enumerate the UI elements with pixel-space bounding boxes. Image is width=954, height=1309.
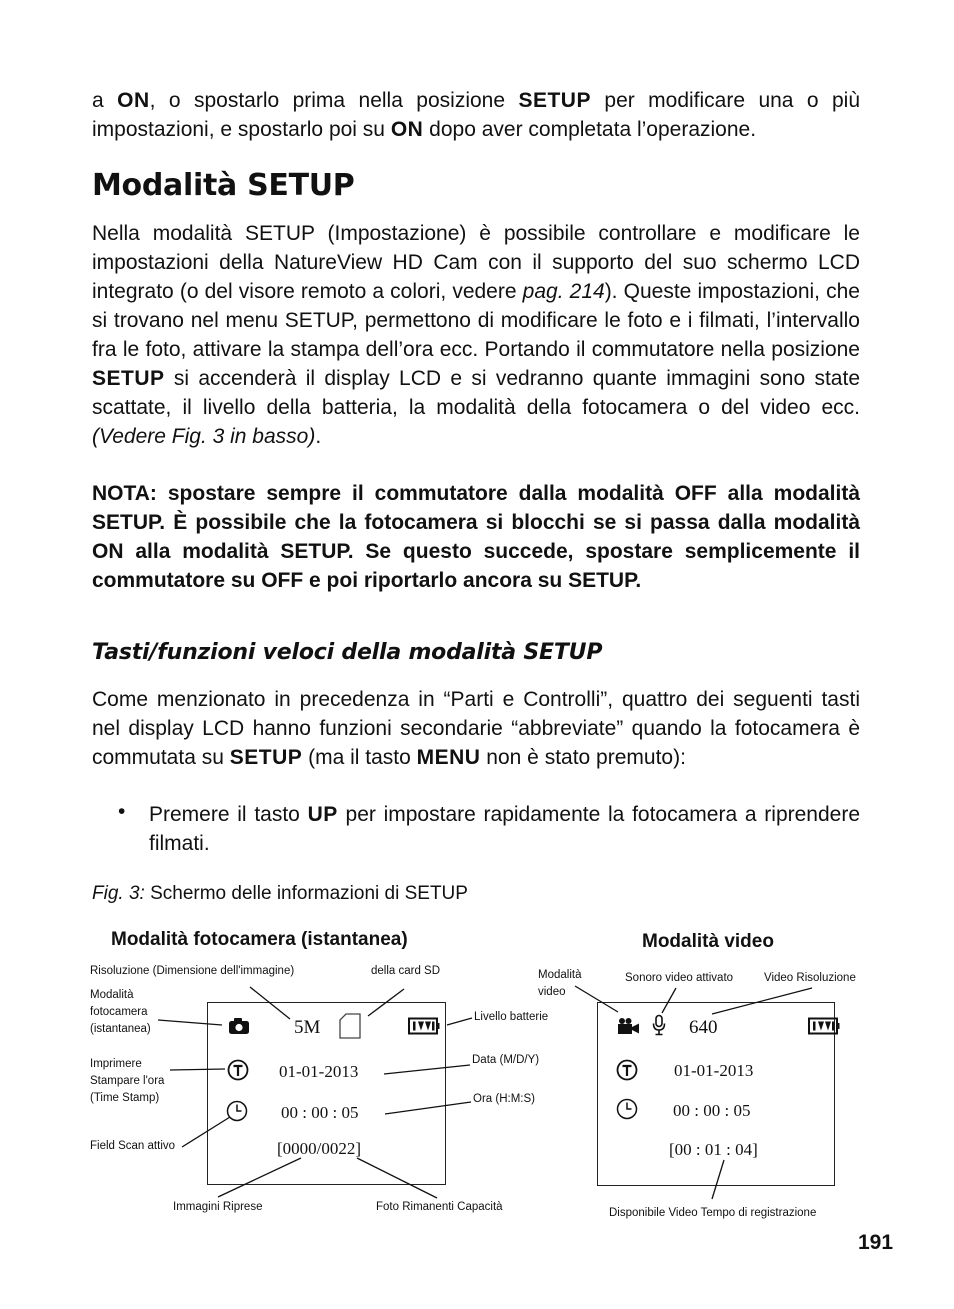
description-text-1: Nella modalità SETUP (Impostazione) è possibile controllare e modificare le impostazioni della NatureView HD Cam con il supporto del suo schermo LCD integrato (o del visore remoto a colori, vedere [92, 222, 860, 303]
callout-line [712, 988, 812, 1014]
intro-text-3: per modificare una o più impostazioni, e spostarlo poi su [92, 89, 861, 141]
photo-panel-title: Modalità fotocamera (istantanea) [111, 929, 408, 950]
label-images-taken: Immagini Riprese [173, 1201, 263, 1213]
intro-text-4: dopo aver completata l’operazione. [423, 118, 757, 141]
figure-title: Schermo delle informazioni di SETUP [144, 883, 468, 904]
setup-keyword: SETUP [92, 367, 165, 390]
intro-text-2: , o spostarlo prima nella posizione [149, 89, 519, 112]
shortcut-text-2: (ma il tasto [302, 746, 417, 769]
up-keyword: UP [307, 803, 338, 826]
figure-reference: (Vedere Fig. 3 in basso) [92, 425, 316, 448]
label-resolution: Risoluzione (Dimensione dell'immagine) [90, 965, 295, 977]
callout-line [250, 987, 290, 1019]
callout-line [447, 1018, 472, 1025]
label-time-stamp-line: Imprimere [90, 1058, 142, 1070]
page-reference: pag. 214 [522, 280, 605, 303]
on-keyword: ON [390, 118, 424, 141]
bullet-text-1: Premere il tasto [149, 803, 308, 826]
photo-resolution: 5M [294, 1017, 321, 1038]
callout-line [368, 989, 404, 1016]
description-text-2: ). Queste impostazioni, che si trovano nel menu SETUP, permettono di modificare le foto e i filmati, l’intervallo fra le foto, attivare la stampa dell’ora ecc. Portando il commutatore nella posizione [92, 280, 860, 361]
label-card: della card SD [371, 965, 441, 977]
label-time-stamp-line: (Time Stamp) [90, 1092, 160, 1104]
description-text-4: . [315, 425, 322, 448]
callout-line [357, 1158, 437, 1198]
callout-line [158, 1020, 222, 1025]
label-rec-time: Disponibile Video Tempo di registrazione [609, 1207, 817, 1219]
label-field-scan: Field Scan attivo [90, 1140, 176, 1152]
video-date: 01-01-2013 [674, 1061, 754, 1080]
video-panel-title: Modalità video [642, 931, 774, 952]
video-resolution: 640 [689, 1017, 718, 1038]
callout-line [662, 988, 676, 1013]
shortcut-text-1: Come menzionato in precedenza in “Parti e Controlli”, quattro dei seguenti tasti nel display LCD hanno funzioni secondarie “abbreviate” quando la fotocamera è commutata su [92, 688, 860, 769]
photo-count: [0000/0022] [277, 1139, 362, 1158]
video-time: 00 : 00 : 05 [673, 1101, 751, 1120]
label-video-resolution: Video Risoluzione [764, 972, 856, 984]
callout-line [385, 1102, 471, 1114]
page-number: 191 [858, 1231, 894, 1254]
on-keyword: ON [117, 89, 150, 112]
label-photo-mode-line: fotocamera [90, 1006, 148, 1018]
menu-keyword: MENU [416, 746, 481, 769]
photo-date: 01-01-2013 [279, 1062, 359, 1081]
note-paragraph: NOTA: spostare sempre il commutatore dalla modalità OFF alla modalità SETUP. È possibile che la fotocamera si blocchi se si passa dalla modalità ON alla modalità SETUP. Se questo succede, spostare semplicemente il commutatore su OFF e poi riportarlo ancora su SETUP. [92, 482, 860, 592]
video-remaining-time: [00 : 01 : 04] [669, 1140, 758, 1159]
label-photo-mode-line: Modalità [90, 989, 134, 1001]
intro-text-1: a [92, 89, 118, 112]
section-heading: Modalità SETUP [92, 168, 355, 203]
setup-keyword: SETUP [229, 746, 303, 769]
label-photo-mode-line: (istantanea) [90, 1023, 151, 1035]
bullet-text-2: per impostare rapidamente la fotocamera a riprendere filmati. [149, 803, 861, 855]
label-date: Data (M/D/Y) [472, 1054, 540, 1066]
label-time: Ora (H:M:S) [473, 1093, 535, 1105]
callout-line [575, 986, 618, 1012]
label-remaining: Foto Rimanenti Capacità [376, 1201, 503, 1213]
setup-keyword: SETUP [518, 89, 591, 112]
label-time-stamp-line: Stampare l'ora [90, 1075, 165, 1087]
callout-line [182, 1117, 230, 1147]
figure-number: Fig. 3: [92, 883, 145, 904]
photo-time: 00 : 00 : 05 [281, 1103, 359, 1122]
callout-line [384, 1065, 470, 1074]
description-text-3: si accenderà il display LCD e si vedranno quante immagini sono state scattate, il livello della batteria, la modalità della fotocamera o del video ecc. [92, 367, 860, 419]
bullet-mark: • [118, 800, 126, 823]
callout-line [170, 1069, 225, 1070]
shortcut-text-3: non è stato premuto): [480, 746, 686, 769]
label-sound: Sonoro video attivato [625, 972, 734, 984]
label-battery: Livello batterie [474, 1011, 549, 1023]
callout-line [712, 1160, 724, 1199]
label-video-mode-line: Modalità [538, 969, 582, 981]
label-video-mode-line: video [538, 986, 566, 998]
subsection-heading: Tasti/funzioni veloci della modalità SETUP [92, 640, 603, 665]
callout-line [218, 1158, 301, 1197]
